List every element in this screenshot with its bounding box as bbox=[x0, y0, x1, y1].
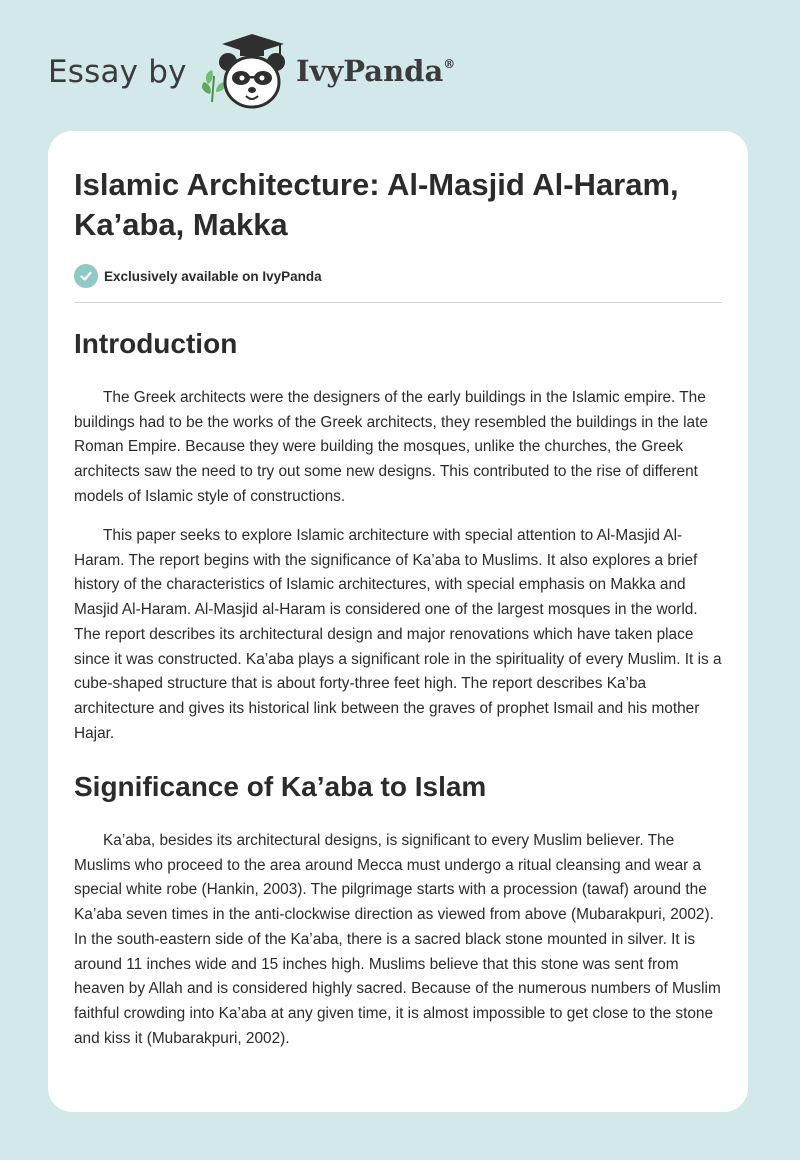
divider bbox=[74, 302, 722, 303]
site-header bbox=[48, 30, 508, 110]
paragraph-significance-1: Ka’aba, besides its architectural designs, is significant to every Muslim believer. The Muslims who proceed to the area around Mecca must undergo a ritual cleansing and wear a special white robe (Hankin, 2003). The pilgrimage starts with a procession (tawaf) around the Ka’aba seven times in the anti-clockwise direction as viewed from above (Mubarakpuri, 2002). In the south-eastern side of the Ka’aba, there is a sacred black stone mounted in silver. It is around 11 inches wide and 15 inches high. Muslims believe that this stone was sent from heaven by Allah and is considered highly sacred. Because of the numerous numbers of Muslim faithful crowding into Ka’aba at any given time, it is almost impossible to get close to the stone and kiss it (Mubarakpuri, 2002). bbox=[74, 832, 721, 1047]
section-heading-introduction: Introduction bbox=[74, 328, 238, 359]
section-heading-significance: Significance of Ka’aba to Islam bbox=[74, 771, 487, 802]
exclusive-label: Exclusively available on IvyPanda bbox=[104, 268, 322, 284]
panda-logo-icon[interactable] bbox=[200, 32, 292, 112]
page-title: Islamic Architecture: Al-Masjid Al-Haram, Ka’aba, Makka bbox=[74, 167, 679, 242]
essay-card bbox=[48, 131, 748, 1112]
exclusive-badge bbox=[74, 263, 322, 289]
essay-by-label: Essay by bbox=[48, 54, 187, 90]
paragraph-introduction-1: The Greek architects were the designers of the early buildings in the Islamic empire. The buildings had to be the works of the Greek architects, they resembled the buildings in the late Roman Empire. Because they were building the mosques, unlike the churches, the Greek architects saw the need to try out some new designs. This contributed to the rise of different models of Islamic style of constructions. bbox=[74, 389, 708, 505]
check-icon bbox=[74, 264, 98, 288]
registered-mark: ® bbox=[443, 57, 456, 72]
brand-name: IvyPanda® bbox=[296, 54, 456, 88]
paragraph-introduction-2: This paper seeks to explore Islamic architecture with special attention to Al-Masjid Al-Haram. The report begins with the significance of Ka’aba to Muslims. It also explores a brief history of the characteristics of Islamic architectures, with special emphasis on Makka and Masjid Al-Haram. Al-Masjid al-Haram is considered one of the largest mosques in the world. The report describes its architectural design and major renovations which have taken place since it was constructed. Ka’aba plays a significant role in the spirituality of every Muslim. It is a cube-shaped structure that is about forty-three feet high. The report describes Ka’ba architecture and gives its historical link between the graves of prophet Ismail and his mother Hajar. bbox=[74, 527, 722, 742]
